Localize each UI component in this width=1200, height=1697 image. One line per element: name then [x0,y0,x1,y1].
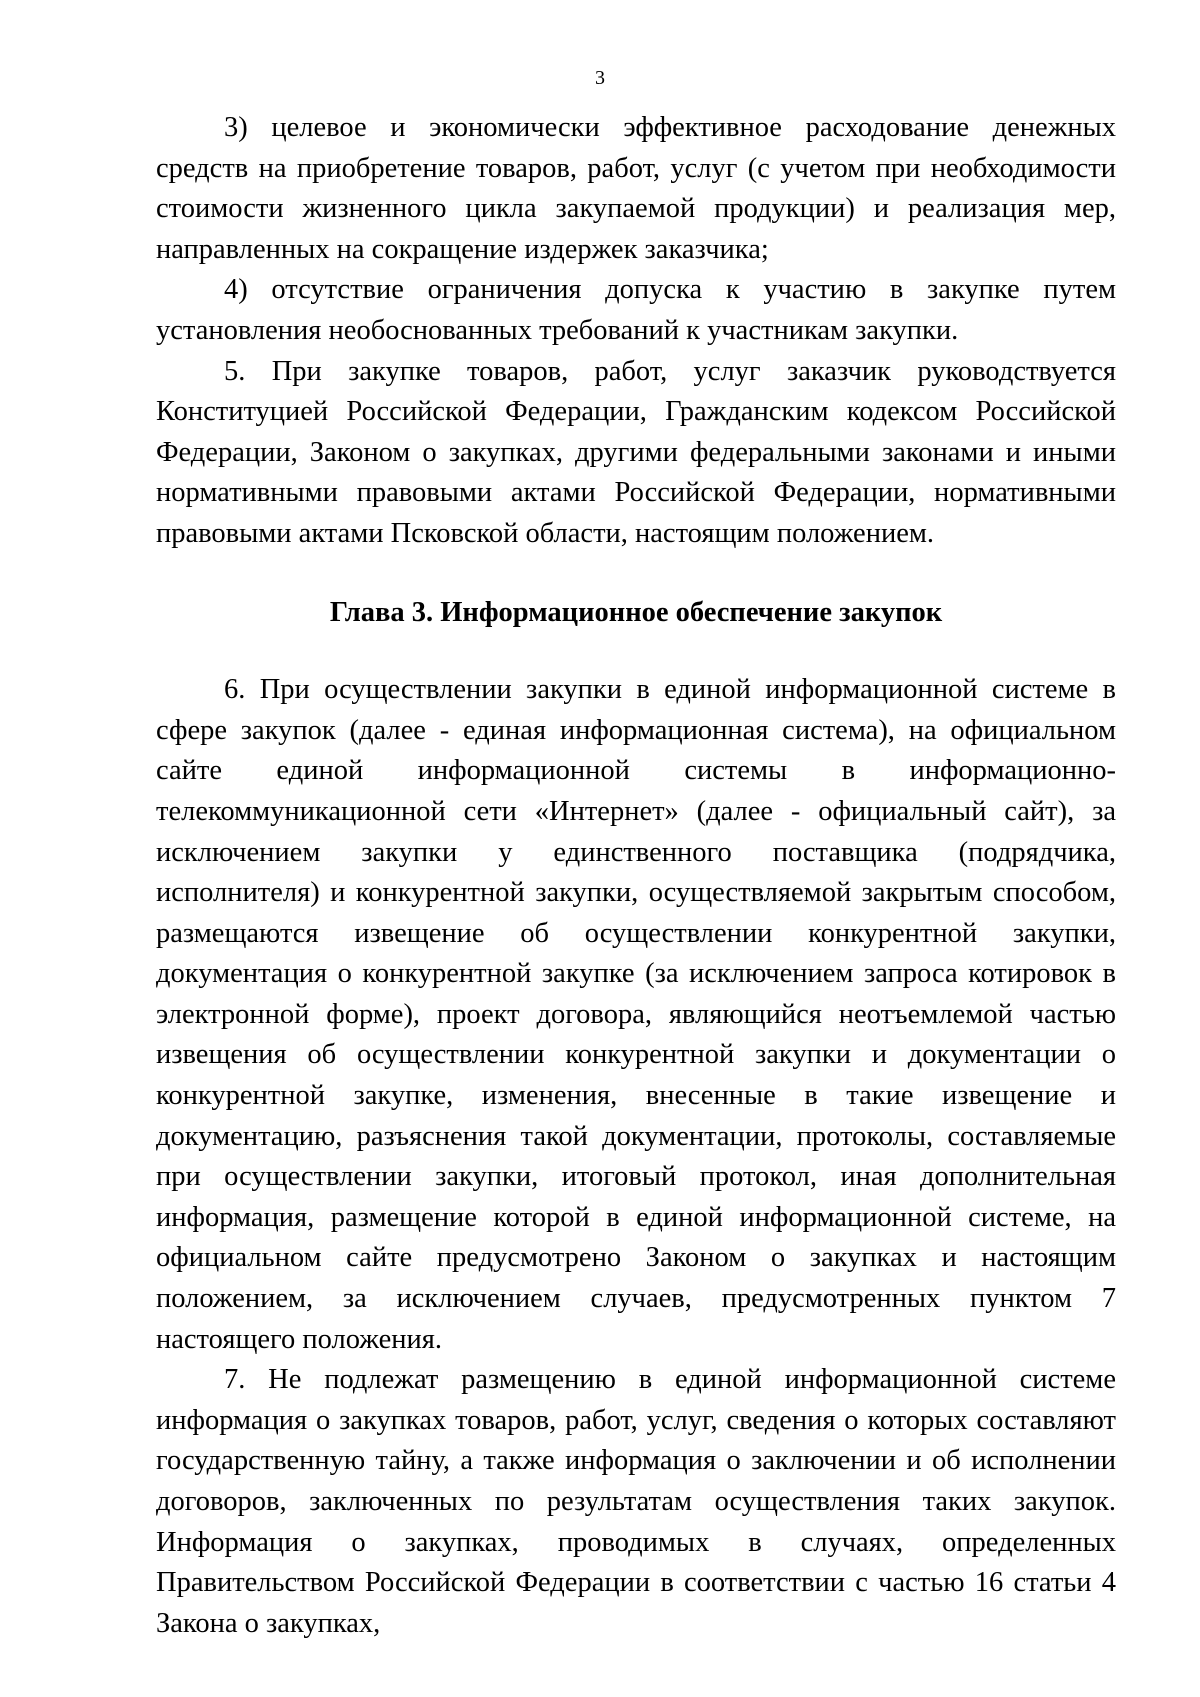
page-number: 3 [595,67,605,89]
chapter-title: Глава 3. Информационное обеспечение закупок [329,596,943,628]
paragraph-item-4: 4) отсутствие ограничения допуска к участию в закупке путем установления необоснованных требований к участникам закупки. [156,274,1116,346]
paragraph-7: 7. Не подлежат размещению в единой информационной системе информация о закупках товаров, работ, услуг, сведения о которых составляют государственную тайну, а также информация о заключении и об исполнении договоров, заключенных по результатам осуществления таких закупок. Информация о закупках, проводимых в случаях, определенных Правительством Российской Федерации в соответствии с частью 16 статьи 4 Закона о закупках, [156,1364,1116,1639]
paragraph-item-3: 3) целевое и экономически эффективное расходование денежных средств на приобретение товаров, работ, услуг (с учетом при необходимости стоимости жизненного цикла закупаемой продукции) и реализация мер, направленных на сокращение издержек заказчика; [156,112,1116,265]
document-body [156,108,1116,1644]
paragraph-5: 5. При закупке товаров, работ, услуг заказчик руководствуется Конституцией Российской Федерации, Гражданским кодексом Российской Федерации, Законом о закупках, другими федеральными законами и иными нормативными правовыми актами Российской Федерации, нормативными правовыми актами Псковской области, настоящим положением. [156,355,1116,549]
paragraph-6: 6. При осуществлении закупки в единой информационной системе в сфере закупок (далее - единая информационная система), на официальном сайте единой информационной системы в информационно-телекоммуникационной сети «Интернет» (далее - официальный сайт), за исключением закупки у единственного поставщика (подрядчика, исполнителя) и конкурентной закупки, осуществляемой закрытым способом, размещаются извещение об осуществлении конкурентной закупки, документация о конкурентной закупке (за исключением запроса котировок в электронной форме), проект договора, являющийся неотъемлемой частью извещения об осуществлении конкурентной закупки и документации о конкурентной закупке, изменения, внесенные в такие извещение и документацию, разъяснения такой документации, протоколы, составляемые при осуществлении закупки, итоговый протокол, иная дополнительная информация, размещение которой в единой информационной системе, на официальном сайте предусмотрено Законом о закупках и настоящим положением, за исключением случаев, предусмотренных пунктом 7 настоящего положения. [156,674,1116,1355]
